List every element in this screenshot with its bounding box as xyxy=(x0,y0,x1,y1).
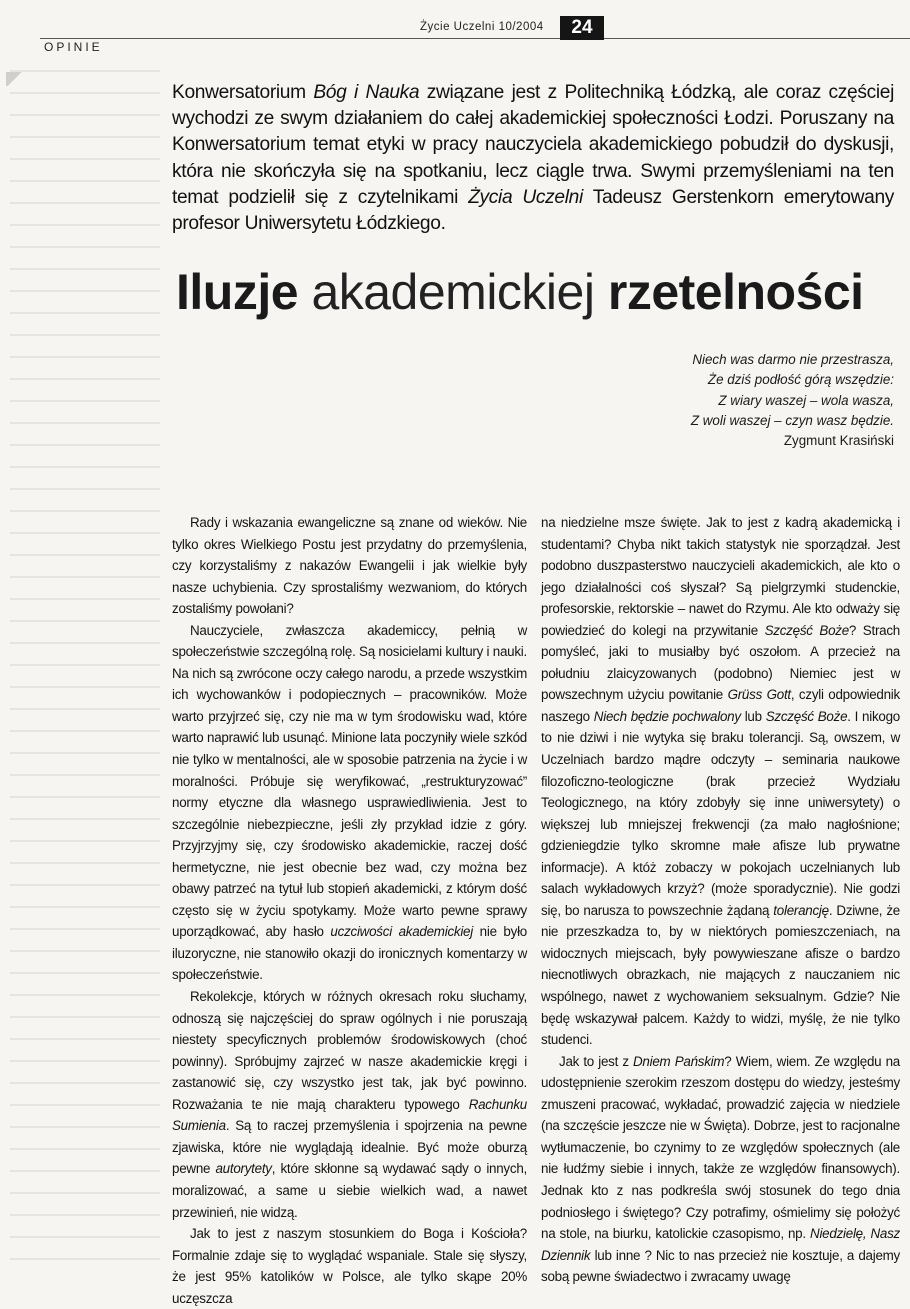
text-run: na niedzielne msze święte. Jak to jest z kadrą akademicką i studentami? Chyba nikt takich statystyk nie sporządzał. Jest podobno duszpasterstwo nauczycieli akademickich, ale kto o jego działalności coś słyszał? Są pielgrzymki studenckie, profesorskie, rektorskie – nawet do Rzymu. Ale kto odważy się powiedzieć do kolegi na przywitanie xyxy=(541,515,900,638)
italic-run: Niedzielę, Nasz Dziennik xyxy=(541,1226,901,1263)
text-run: lub xyxy=(740,708,766,724)
header-rule xyxy=(40,38,910,39)
text-run: Nauczyciele, zwłaszcza akademiccy, pełnią w społeczeństwie szczególną rolę. Są nosicielami kultury i nauki. Na nich są zwrócone oczy całego narodu, a przede wszystkim ich wychowanków i podopiecznych – pracowników. Może warto przyjrzeć się, czy nie ma w tym środowisku wad, które warto naprawić lub usunąć. Minione lata poczyniły wiele szkód nie tylko w mentalności, ale w sposobie patrzenia na życie i w moralności. Próbuje się weryfikować, „restrukturyzować” normy etyczne dla własnego usprawiedliwienia. Jest to szczególnie niebezpieczne, jeśli zły przykład idzie z góry. Przyjrzyjmy się, czy środowisko akademickie, raczej dość hermetyczne, nie jest obecnie bez wad, czy można bez obawy patrzeć na tytuł lub stopień akademicki, z którym dość często się w życiu spotykamy. Może warto pewne sprawy uporządkować, aby hasło xyxy=(172,622,527,940)
article-column-2 xyxy=(541,512,900,1288)
epigraph xyxy=(594,350,894,451)
article-title xyxy=(176,262,864,322)
paragraph xyxy=(541,512,900,1051)
lead-text: Konwersatorium xyxy=(172,82,314,103)
corner-arrow-mark xyxy=(6,72,24,86)
epigraph-line: Z woli waszej – czyn wasz będzie. xyxy=(690,412,894,428)
bleed-through-texture xyxy=(10,70,160,1270)
article-column-1 xyxy=(172,512,527,1309)
epigraph-line: Z wiary waszej – wola wasza, xyxy=(718,392,894,408)
page-number: 24 xyxy=(560,16,604,40)
lead-italic: Bóg i Nauka xyxy=(313,82,420,103)
text-run: nie było iluzoryczne, nie stanowiło okazji do ironicznych komentarzy w społeczeństwie. xyxy=(172,924,527,983)
paragraph xyxy=(172,512,527,620)
text-run: Jak to jest z naszym stosunkiem do Boga i Kościoła? Formalnie zdaje się to wyglądać wspaniale. Stale się słyszy, że jest 95% katolików w Polsce, ale tylko skąpe 20% uczęszcza xyxy=(172,1226,527,1306)
lead-italic: Życia Uczelni xyxy=(468,186,583,208)
italic-run: Szczęść Boże xyxy=(764,622,849,638)
lead-text: Tadeusz Gerstenkorn emerytowany profesor Uniwersytetu Łódzkiego. xyxy=(172,186,895,235)
epigraph-line: Że dziś podłość górą wszędzie: xyxy=(707,372,894,388)
italic-run: autorytety xyxy=(215,1161,272,1177)
issue-label: Życie Uczelni 10/2004 xyxy=(420,21,544,33)
lead-text: związane jest z Politechniką Łódzką, ale coraz częściej wychodzi ze swym działaniem do całej akademickiej społeczności Łodzi. Poruszany na Konwersatorium temat etyki w pracy nauczyciela akademickiego pobudził do dyskusji, która nie skończyła się na spotkaniu, lecz ciągle trwa. Swymi przemyśleniami na ten temat podzielił się z czytelnikami xyxy=(172,82,894,208)
text-run: . Dziwne, że nie przeszkadza to, by w niektórych pomieszczeniach, na widocznych miejscach, były powywieszane afisze o bardzo niecnotliwych obrazkach, nie mających z nauczaniem nic wspólnego, nawet z wychowaniem seksualnym. Gdzie? Nie będę wskazywał palcem. Każdy to widzi, myślę, że nie tylko studenci. xyxy=(541,902,900,1048)
italic-run: Rachunku Sumienia xyxy=(172,1096,527,1134)
text-run: ? Strach pomyśleć, jaki to musiałby być oszołom. A przecież na południu zlaicyzowanych (podobno) Niemiec jest w powszechnym użyciu powitanie xyxy=(541,622,900,703)
italic-run: uczciwości akademickiej xyxy=(330,924,473,940)
text-run: Rady i wskazania ewangeliczne są znane od wieków. Nie tylko okres Wielkiego Postu jest przydatny do przemyślenia, czy korzystaliśmy z nakazów Ewangelii i jak wielkie były nasze uchybienia. Czy sprostaliśmy wezwaniom, do których zostaliśmy powołani? xyxy=(172,515,527,617)
title-word-light: akademickiej xyxy=(311,264,595,320)
epigraph-author: Zygmunt Krasiński xyxy=(783,433,894,449)
section-label: OPINIE xyxy=(44,40,103,54)
text-run: . Są to raczej przemyślenia i spojrzenia na pewne zjawiska, które nie wyglądają idealnie. Być może oburzą pewne xyxy=(172,1118,527,1177)
text-run: . I nikogo to nie dziwi i nie wytyka się braku tolerancji. Są, owszem, w Uczelniach bardzo mądre odczyty – seminaria naukowe filozoficzno-teologiczne (brak przecież Wydziału Teologicznego, na który zdobyły się inne uniwersytety) o większej lub mniejszej frekwencji (za mało nagłośnione; gdzieniegdzie tylko skromne małe afisze lub prywatne informacje). A któż zobaczy w pokojach uczelnianych lub salach wykładowych krzyż? (może sporadycznie). Nie godzi się, bo narusza to powszechnie żądaną xyxy=(541,708,901,918)
italic-run: Szczęść Boże xyxy=(765,708,848,724)
paragraph xyxy=(172,620,527,986)
text-run: lub inne ? Nic to nas przecież nie kosztuje, a dajemy sobą pewne świadectwo i zwracamy uwagę xyxy=(541,1247,900,1285)
text-run: , które skłonne są wydawać sądy o innych, moralizować, a same u siebie wielkich wad, a nawet przewinień, nie widzą. xyxy=(172,1161,527,1220)
paragraph xyxy=(172,1223,527,1309)
text-run: , czyli odpowiednik naszego xyxy=(541,687,900,724)
italic-run: tolerancję xyxy=(773,902,829,918)
text-run: Jak to jest z xyxy=(559,1053,634,1069)
title-word-bold: Iluzje xyxy=(176,264,299,320)
paragraph xyxy=(172,986,527,1223)
italic-run: Niech będzie pochwalony xyxy=(593,708,741,724)
italic-run: Grüss Gott xyxy=(727,687,791,703)
italic-run: Dniem Pańskim xyxy=(633,1053,725,1069)
paragraph xyxy=(541,1051,900,1288)
epigraph-line: Niech was darmo nie przestrasza, xyxy=(692,352,894,367)
text-run: Rekolekcje, których w różnych okresach roku słuchamy, odnoszą się najczęściej do spraw ogólnych i nie poruszają niestety specyficznych problemów środowiskowych (choć powinny). Spróbujmy zajrzeć w nasze akademickie kręgi i zastanowić się, czy wszystko jest tak, jak być powinno. Rozważania te nie mają charakteru typowego xyxy=(172,989,527,1112)
lead-paragraph xyxy=(172,80,894,237)
text-run: ? Wiem, wiem. Ze względu na udostępnienie szerokim rzeszom dostępu do wiedzy, jesteśmy zmuszeni pracować, wykładać, prowadzić zajęcia w niedziele (na szczęście jeszcze nie w Święta). Dobrze, jest to racjonalne wytłumaczenie, bo czynimy to ze względów społecznych (ale nie łudźmy siebie i innych, także ze względów finansowych). Jednak kto z nas podkreśla swój stosunek do tego dnia podniosłego i świętego? Czy potrafimy, ośmielimy się położyć na stole, na biurku, katolickie czasopismo, np. xyxy=(541,1053,901,1242)
title-word-bold: rzetelności xyxy=(607,264,864,320)
